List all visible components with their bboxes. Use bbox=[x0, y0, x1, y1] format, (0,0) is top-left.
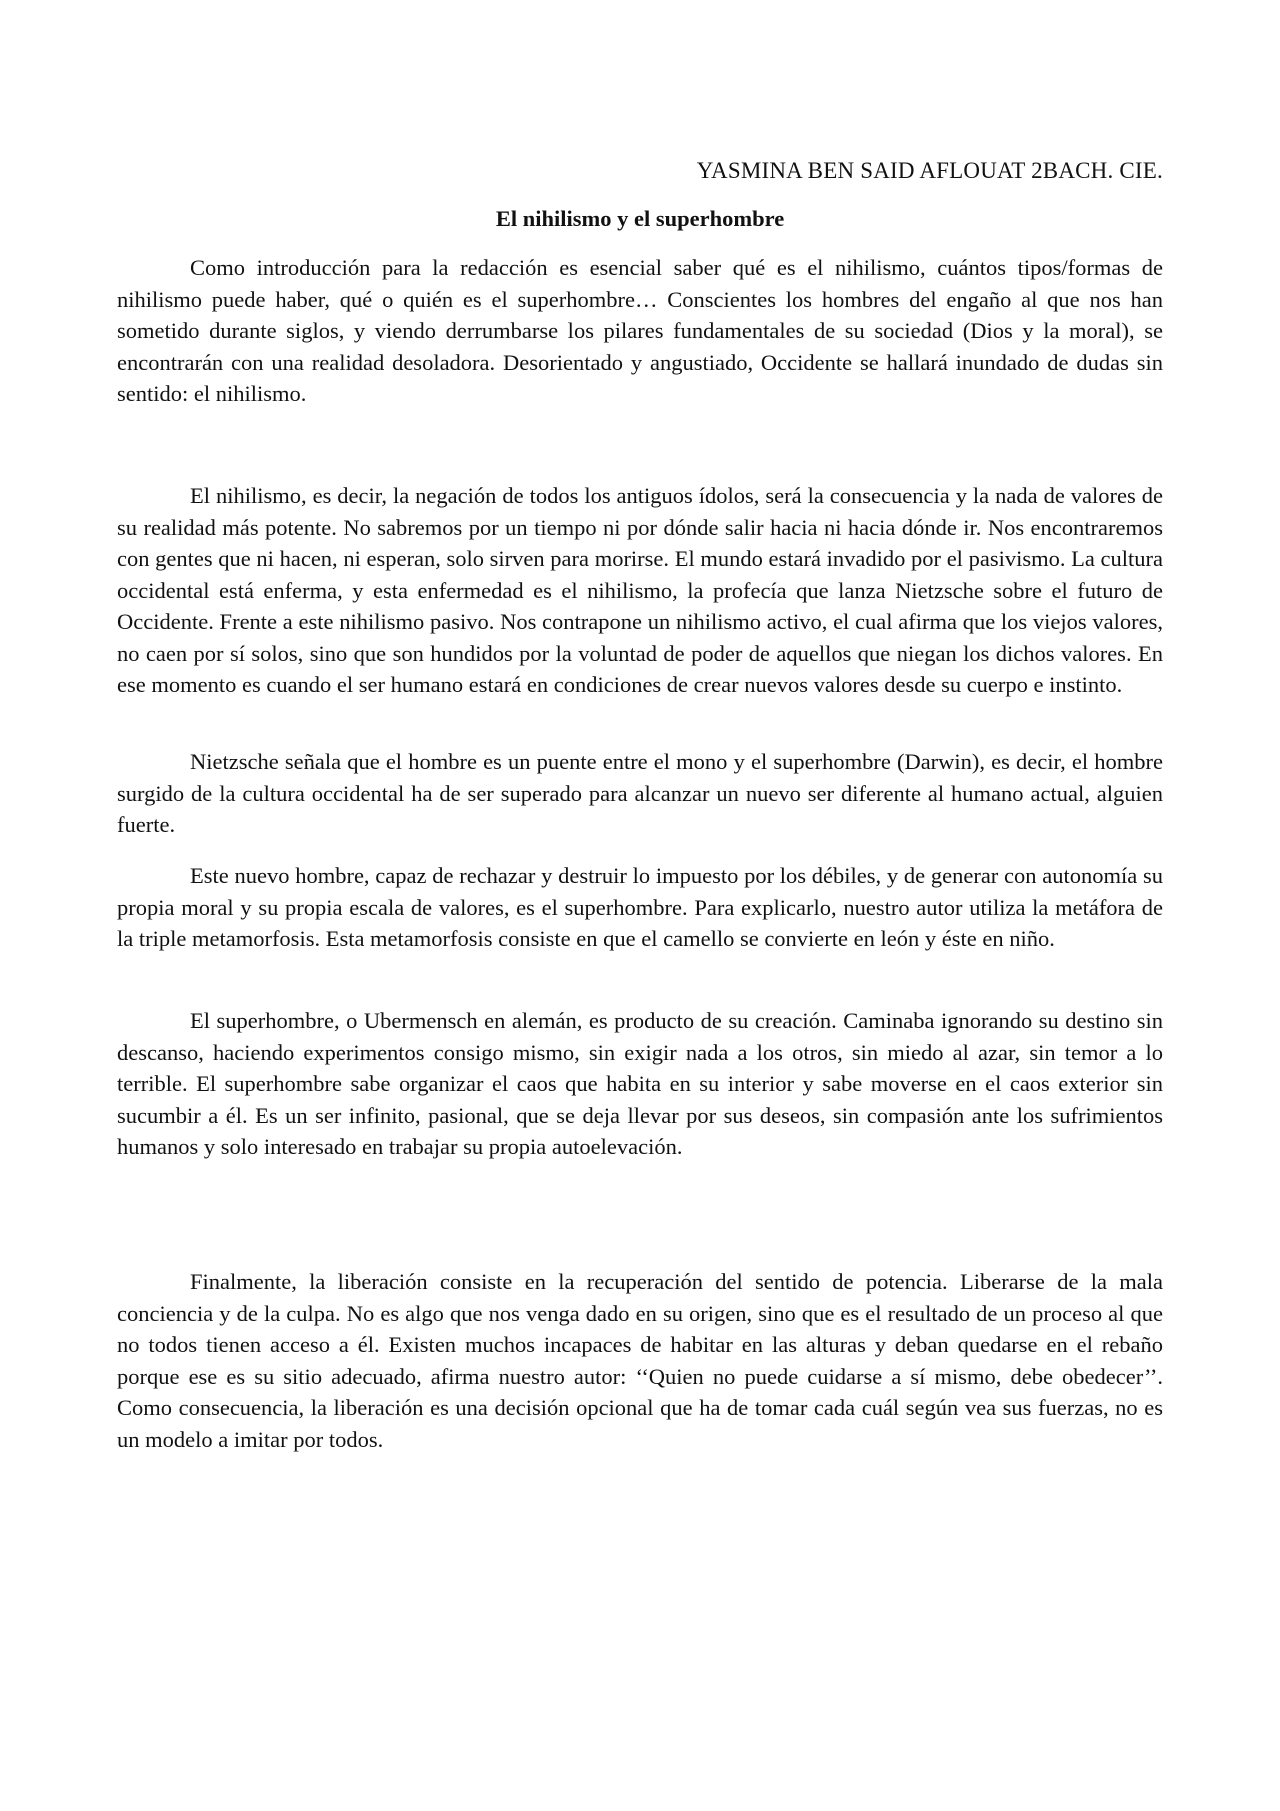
paragraph-introduction: Como introducción para la redacción es esencial saber qué es el nihilismo, cuántos tipos/formas de nihilismo puede haber, qué o quién es el superhombre… Conscientes los hombres del engaño al que nos han sometido durante siglos, y viendo derrumbarse los pilares fundamentales de su sociedad (Dios y la moral), se encontrarán con una realidad desoladora. Desorientado y angustiado, Occidente se hallará inundado de dudas sin sentido: el nihilismo. bbox=[117, 255, 1163, 406]
paragraph-bridge: Nietzsche señala que el hombre es un puente entre el mono y el superhombre (Darwin), es decir, el hombre surgido de la cultura occidental ha de ser superado para alcanzar un nuevo ser diferente al humano actual, alguien fuerte. bbox=[117, 749, 1163, 837]
paragraph-nihilism: El nihilismo, es decir, la negación de todos los antiguos ídolos, será la consecuencia y la nada de valores de su realidad más potente. No sabremos por un tiempo ni por dónde salir hacia ni hacia dónde ir. Nos encontraremos con gentes que ni hacen, ni esperan, solo sirven para morirse. El mundo estará invadido por el pasivismo. La cultura occidental está enferma, y esta enfermedad es el nihilismo, la profecía que lanza Nietzsche sobre el futuro de Occidente. Frente a este nihilismo pasivo. Nos contrapone un nihilismo activo, el cual afirma que los viejos valores, no caen por sí solos, sino que son hundidos por la voluntad de poder de aquellos que niegan los dichos valores. En ese momento es cuando el ser humano estará en condiciones de crear nuevos valores desde su cuerpo e instinto. bbox=[117, 483, 1163, 697]
author-line: YASMINA BEN SAID AFLOUAT 2BACH. CIE. bbox=[696, 158, 1163, 183]
document-title: El nihilismo y el superhombre bbox=[495, 206, 785, 231]
paragraph-ubermensch: El superhombre, o Ubermensch en alemán, es producto de su creación. Caminaba ignorando su destino sin descanso, haciendo experimentos consigo mismo, sin exigir nada a los otros, sin miedo al azar, sin temor a lo terrible. El superhombre sabe organizar el caos que habita en su interior y sabe moverse en el caos exterior sin sucumbir a él. Es un ser infinito, pasional, que se deja llevar por sus deseos, sin compasión ante los sufrimientos humanos y solo interesado en trabajar su propia autoelevación. bbox=[117, 1008, 1163, 1159]
paragraph-liberation: Finalmente, la liberación consiste en la recuperación del sentido de potencia. Liberarse de la mala conciencia y de la culpa. No es algo que nos venga dado en su origen, sino que es el resultado de un proceso al que no todos tienen acceso a él. Existen muchos incapaces de habitar en las alturas y deban quedarse en el rebaño porque ese es su sitio adecuado, afirma nuestro autor: ‘‘Quien no puede cuidarse a sí mismo, debe obedecer’’. Como consecuencia, la liberación es una decisión opcional que ha de tomar cada cuál según vea sus fuerzas, no es un modelo a imitar por todos. bbox=[117, 1269, 1163, 1452]
paragraph-new-man: Este nuevo hombre, capaz de rechazar y destruir lo impuesto por los débiles, y de generar con autonomía su propia moral y su propia escala de valores, es el superhombre. Para explicarlo, nuestro autor utiliza la metáfora de la triple metamorfosis. Esta metamorfosis consiste en que el camello se convierte en león y éste en niño. bbox=[117, 863, 1163, 951]
